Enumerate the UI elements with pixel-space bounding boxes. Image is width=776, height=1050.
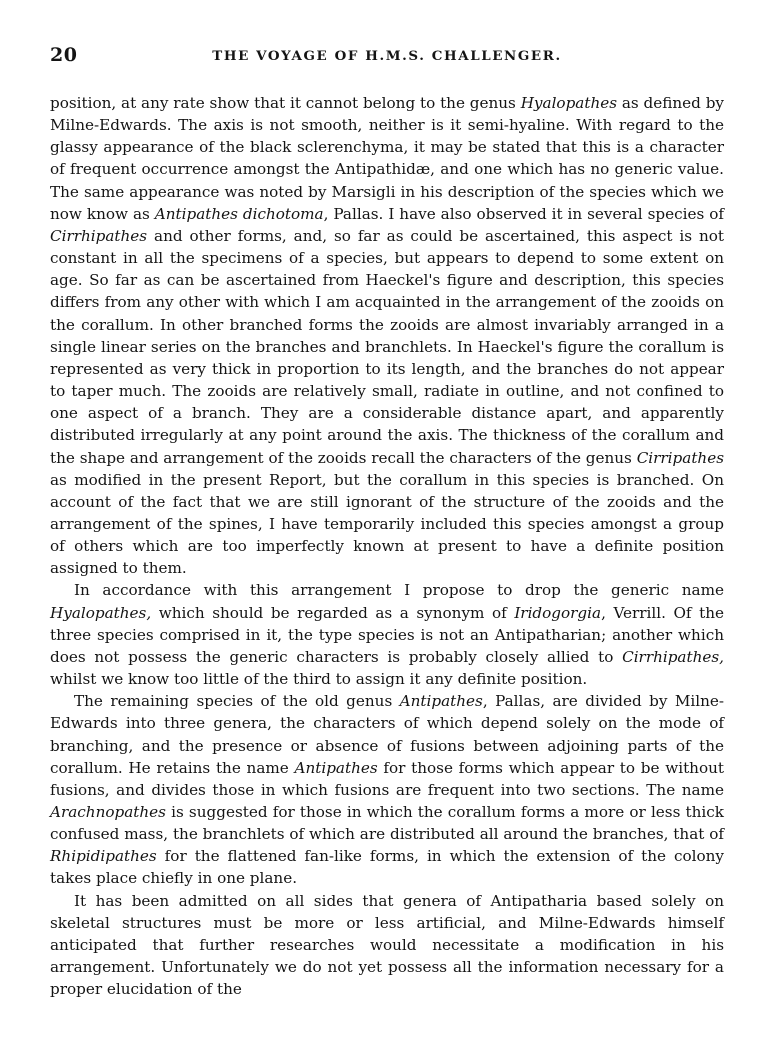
- page-header: [50, 44, 724, 74]
- text-run: for those forms which appear to be without fusions, and divides those in which fusions are frequent into two sections. The name: [50, 758, 724, 799]
- text-run: whilst we know too little of the third to assign it any definite position.: [50, 670, 588, 689]
- italic-term: Cirrhipathes: [50, 226, 148, 245]
- text-run: The remaining species of the old genus: [74, 692, 400, 711]
- italic-term: Iridogorgia: [514, 603, 602, 622]
- text-run: as modified in the present Report, but the corallum in this species is branched. On account of the fact that we are still ignorant of the structure of the zooids and the arrangement of the spines, I have temporarily included this species amongst a group of others which are too imperfectly known at present to have a definite position assigned to them.: [50, 470, 724, 578]
- italic-term: Arachnopathes: [50, 803, 166, 821]
- text-run: as defined by Milne-Edwards. The axis is not smooth, neither is it semi-hyaline. With regard to the glassy appearance of the black sclerenchyma, it may be stated that this is a character of frequent occurrence amongst the Antipathidæ, and one which has no generic value. The same appearance was noted by Marsigli in his description of the species which we now know as: [50, 94, 724, 223]
- text-run: position, at any rate show that it cannot belong to the genus: [50, 94, 521, 112]
- text-run: , Pallas. I have also observed it in several species of: [323, 204, 724, 223]
- italic-term: Antipathes: [294, 758, 378, 777]
- paragraph: [50, 690, 724, 889]
- italic-term: Antipathes dichotoma: [154, 204, 324, 223]
- running-title: THE VOYAGE OF H.M.S. CHALLENGER.: [212, 48, 562, 64]
- text-run: is suggested for those in which the corallum forms a more or less thick confused mass, the branchlets of which are distributed all around the branches, that of: [50, 803, 724, 844]
- italic-term: Antipathes: [399, 692, 483, 711]
- paragraph: [50, 92, 724, 579]
- italic-term: Hyalopathes: [520, 94, 618, 112]
- paragraph: [50, 890, 724, 1001]
- italic-term: Cirripathes: [636, 448, 724, 467]
- text-run: which should be regarded as a synonym of: [151, 603, 515, 622]
- text-run: for the flattened fan-like forms, in which the extension of the colony takes place chiefly in one plane.: [50, 847, 724, 888]
- body-text: [50, 92, 724, 1000]
- page-number: 20: [50, 44, 78, 66]
- italic-term: Rhipidipathes: [50, 847, 157, 866]
- text-run: , Pallas, are divided by Milne-Edwards into three genera, the characters of which depend solely on the mode of branching, and the presence or absence of fusions between adjoining parts of the corallum. He retains the name: [50, 692, 724, 777]
- italic-term: Hyalopathes,: [50, 603, 152, 622]
- paragraph: [50, 579, 724, 690]
- italic-term: Cirrhipathes,: [622, 647, 724, 666]
- text-run: In accordance with this arrangement I propose to drop the generic name: [74, 581, 724, 600]
- text-run: It has been admitted on all sides that genera of Antipatharia based solely on skeletal structures must be more or less artificial, and Milne-Edwards himself anticipated that further researches would necessitate a modification in his arrangement. Unfortunately we do not yet possess all the information necessary for a proper elucidation of the: [50, 891, 724, 999]
- text-run: , Verrill. Of the three species comprised in it, the type species is not an Antipatharian; another which does not possess the generic characters is probably closely allied to: [50, 603, 724, 666]
- text-run: and other forms, and, so far as could be ascertained, this aspect is not constant in all the specimens of a species, but appears to depend to some extent on age. So far as can be ascertained from Haeckel's figure and description, this species differs from any other with which I am acquainted in the arrangement of the zooids on the corallum. In other branched forms the zooids are almost invariably arranged in a single linear series on the branches and branchlets. In Haeckel's figure the corallum is represented as very thick in proportion to its length, and the branches do not appear to taper much. The zooids are relatively small, radiate in outline, and not confined to one aspect of a branch. They are a considerable distance apart, and apparently distributed irregularly at any point around the axis. The thickness of the corallum and the shape and arrangement of the zooids recall the characters of the genus: [50, 226, 724, 467]
